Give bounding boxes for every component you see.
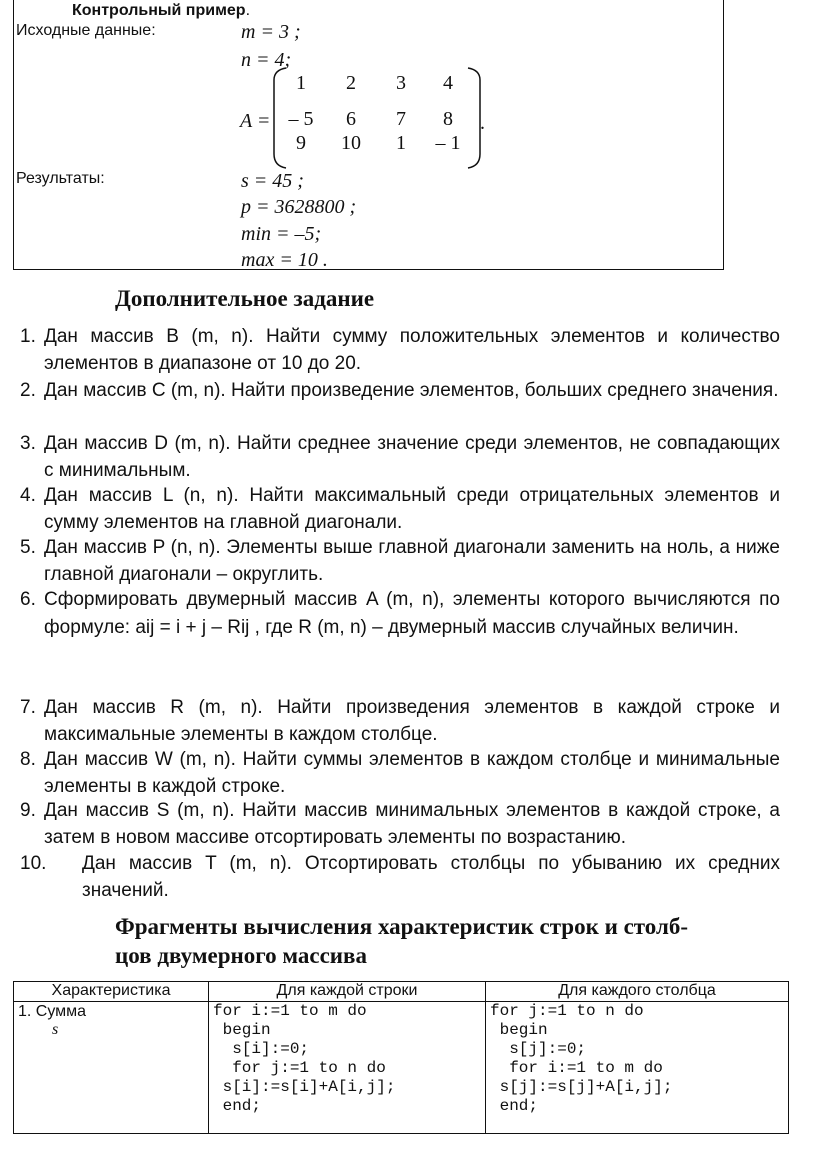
task-text: Дан массив B (m, n). Найти сумму положительных элементов и количество элементов в диапазоне от 10 до 20. (44, 326, 780, 374)
right-bracket (468, 68, 480, 168)
matrix-cell: – 1 (435, 132, 461, 154)
result-s: s = 45 ; (241, 170, 304, 192)
task-number: 6. (20, 589, 36, 610)
matrix-cell: 10 (341, 132, 361, 154)
task-item (20, 694, 780, 748)
task-item (20, 482, 780, 536)
matrix-end-dot: . (480, 112, 485, 134)
matrix-cell: 8 (443, 108, 453, 130)
task-item (20, 323, 780, 377)
fragments-table (13, 981, 789, 1134)
result-p: p = 3628800 ; (241, 196, 357, 218)
task-text: Дан массив W (m, n). Найти суммы элементов в каждом столбце и минимальные элементы в каждой строке. (44, 749, 780, 797)
matrix-cell: 1 (396, 132, 406, 154)
matrix-cell: 7 (396, 108, 406, 130)
task-number: 9. (20, 800, 36, 821)
header-columns: Для каждого столбца (486, 982, 789, 1002)
task-item (20, 850, 780, 904)
task-number: 3. (20, 433, 36, 454)
result-max: max = 10 . (241, 249, 328, 271)
rows-code: for i:=1 to m do begin s[i]:=0; for j:=1 to n do s[i]:=s[i]+A[i,j]; end; (209, 1002, 486, 1134)
table-header-row (14, 982, 789, 1002)
characteristic-var: s (52, 1021, 59, 1038)
task-text: Дан массив R (m, n). Найти произведения элементов в каждой строке и максимальные элементы в каждом столбце. (44, 697, 780, 745)
task-number: 7. (20, 697, 36, 718)
characteristic-cell (14, 1002, 209, 1134)
task-text: Дан массив C (m, n). Найти произведение элементов, больших среднего значения. (44, 380, 779, 401)
task-item (20, 797, 780, 851)
input-label: Исходные данные: (16, 22, 156, 39)
task-item (20, 377, 780, 404)
fragments-heading-line1: Фрагменты вычисления характеристик строк и столб- (115, 914, 689, 939)
task-number: 10. (20, 853, 47, 874)
example-title-dot: . (245, 2, 251, 19)
m-value: m = 3 ; (241, 21, 301, 43)
cols-code: for j:=1 to n do begin s[j]:=0; for i:=1 to m do s[j]:=s[j]+A[i,j]; end; (486, 1002, 789, 1134)
task-item (20, 430, 780, 484)
matrix-cell: 9 (296, 132, 306, 154)
matrix-cell: 3 (396, 72, 406, 94)
extra-heading: Дополнительное задание (115, 286, 375, 311)
example-title-line (72, 2, 250, 20)
matrix-cell: 6 (346, 108, 356, 130)
n-value: n = 4; (241, 49, 292, 71)
characteristic-label: 1. Сумма (18, 1003, 87, 1020)
result-min: min = –5; (241, 223, 322, 245)
matrix-cell: 4 (443, 72, 453, 94)
task-number: 8. (20, 749, 36, 770)
matrix-name: A = (240, 110, 271, 132)
task-number: 2. (20, 380, 36, 401)
task-text: Дан массив D (m, n). Найти среднее значение среди элементов, не совпадающих с минимальным. (44, 433, 780, 481)
task-item (20, 534, 780, 588)
task-number: 1. (20, 326, 36, 347)
results-label: Результаты: (16, 170, 105, 187)
task-text: Дан массив L (n, n). Найти максимальный среди отрицательных элементов и сумму элементов на главной диагонали. (44, 485, 780, 533)
header-rows: Для каждой строки (209, 982, 486, 1002)
table-row (14, 1002, 789, 1134)
task-text: Дан массив P (n, n). Элементы выше главной диагонали заменить на ноль, а ниже главной диагонали – округлить. (44, 537, 780, 585)
example-title: Контрольный пример (72, 2, 246, 19)
task-item (20, 746, 780, 800)
header-characteristic: Характеристика (14, 982, 209, 1002)
task-text: Дан массив T (m, n). Отсортировать столбцы по убыванию их средних значений. (82, 853, 780, 901)
task-item (20, 586, 780, 642)
fragments-heading (115, 912, 688, 970)
task-number: 5. (20, 537, 36, 558)
matrix-cell: 1 (296, 72, 306, 94)
task-number: 4. (20, 485, 36, 506)
fragments-heading-line2: цов двумерного массива (115, 943, 367, 968)
matrix-cell: 2 (346, 72, 356, 94)
matrix-cell: – 5 (288, 108, 314, 130)
task-text: Сформировать двумерный массив A (m, n), элементы которого вычисляются по формуле: aij = i + j – Rij , где R (m, n) – двумерный массив случайных величин. (44, 589, 780, 638)
task-text: Дан массив S (m, n). Найти массив минимальных элементов в каждой строке, а затем в новом массиве отсортировать элементы по возрастанию. (44, 800, 780, 848)
